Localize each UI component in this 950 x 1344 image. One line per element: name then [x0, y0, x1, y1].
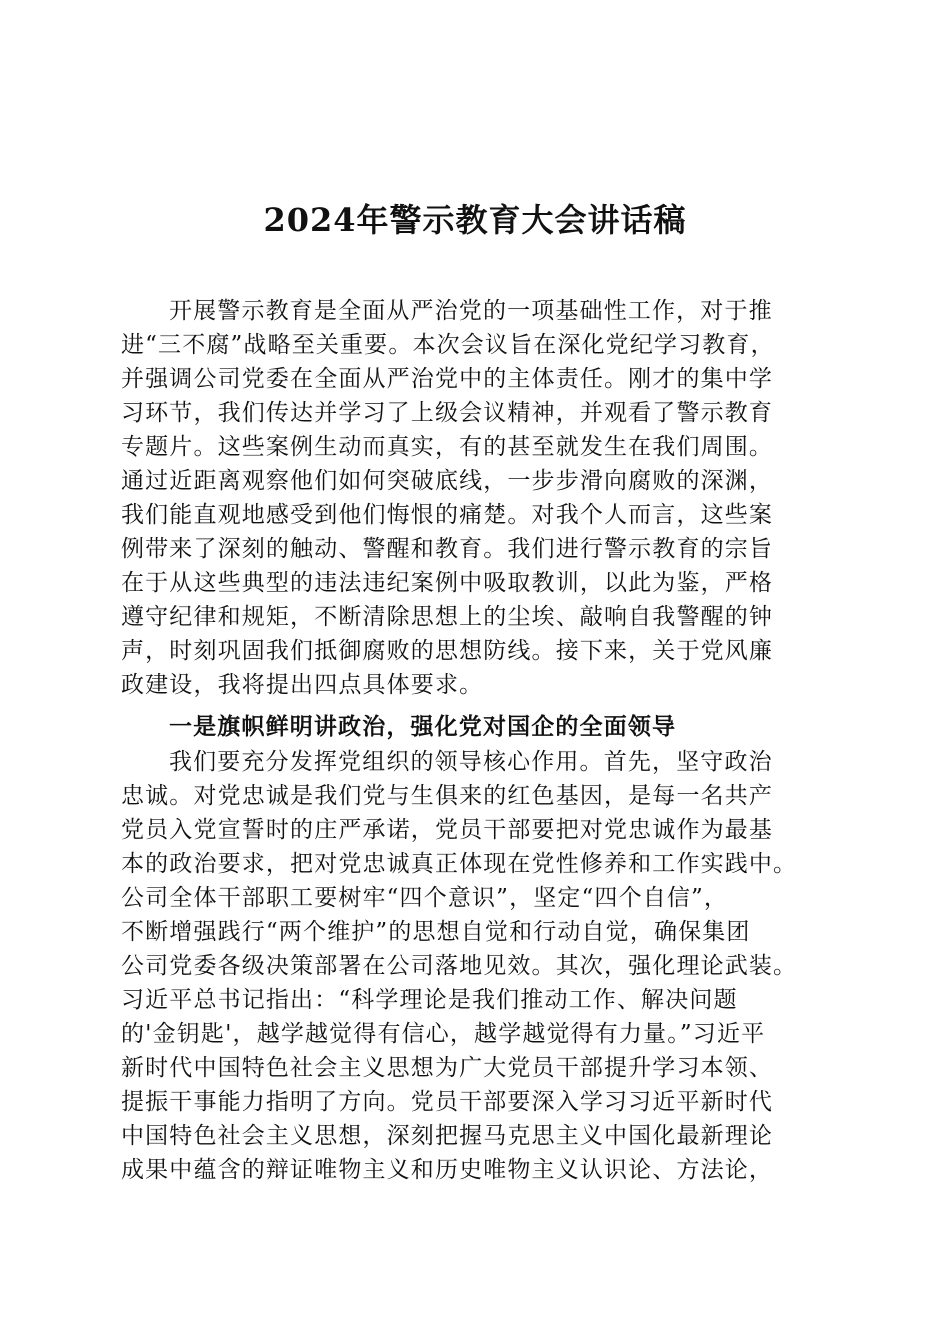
section-line: 公司全体干部职工要树牢“四个意识”，坚定“四个自信”，: [121, 885, 729, 911]
intro-line: 通过近距离观察他们如何突破底线，一步步滑向腐败的深渊，: [121, 468, 774, 494]
section-line: 公司党委各级决策部署在公司落地见效。其次，强化理论武装。: [121, 953, 798, 979]
section-line: 党员入党宣誓时的庄严承诺，党员干部要把对党忠诚作为最基: [121, 817, 774, 843]
section-line: 我们要充分发挥党组织的领导核心作用。首先，坚守政治: [169, 749, 773, 775]
intro-line: 进“三不腐”战略至关重要。本次会议旨在深化党纪学习教育，: [121, 332, 775, 358]
section-line: 本的政治要求，把对党忠诚真正体现在党性修养和工作实践中。: [121, 851, 798, 877]
section-line: 新时代中国特色社会主义思想为广大党员干部提升学习本领、: [121, 1055, 774, 1081]
intro-line: 专题片。这些案例生动而真实，有的甚至就发生在我们周围。: [121, 434, 774, 460]
section-line: 习近平总书记指出：“科学理论是我们推动工作、解决问题: [121, 987, 738, 1013]
section-line: 的'金钥匙'，越学越觉得有信心，越学越觉得有力量。”习近平: [121, 1021, 766, 1047]
intro-line: 开展警示教育是全面从严治党的一项基础性工作，对于推: [169, 298, 773, 324]
intro-line: 声，时刻巩固我们抵御腐败的思想防线。接下来，关于党风廉: [121, 638, 774, 664]
intro-line: 我们能直观地感受到他们悔恨的痛楚。对我个人而言，这些案: [121, 502, 774, 528]
document-title: 2024年警示教育大会讲话稿: [263, 201, 687, 239]
intro-line: 并强调公司党委在全面从严治党中的主体责任。刚才的集中学: [121, 366, 774, 392]
intro-line: 例带来了深刻的触动、警醒和教育。我们进行警示教育的宗旨: [121, 536, 774, 562]
section-line: 不断增强践行“两个维护”的思想自觉和行动自觉，确保集团: [121, 919, 751, 945]
section-line: 成果中蕴含的辩证唯物主义和历史唯物主义认识论、方法论，: [121, 1157, 774, 1183]
intro-line: 遵守纪律和规矩，不断清除思想上的尘埃、敲响自我警醒的钟: [121, 604, 774, 630]
intro-line: 政建设，我将提出四点具体要求。: [121, 672, 484, 698]
intro-line: 习环节，我们传达并学习了上级会议精神，并观看了警示教育: [121, 400, 774, 426]
section-heading: 一是旗帜鲜明讲政治，强化党对国企的全面领导: [169, 713, 677, 740]
section-line: 中国特色社会主义思想，深刻把握马克思主义中国化最新理论: [121, 1123, 774, 1149]
section-line: 提振干事能力指明了方向。党员干部要深入学习习近平新时代: [121, 1089, 774, 1115]
intro-line: 在于从这些典型的违法违纪案例中吸取教训，以此为鉴，严格: [121, 570, 774, 596]
section-line: 忠诚。对党忠诚是我们党与生俱来的红色基因，是每一名共产: [121, 783, 774, 809]
